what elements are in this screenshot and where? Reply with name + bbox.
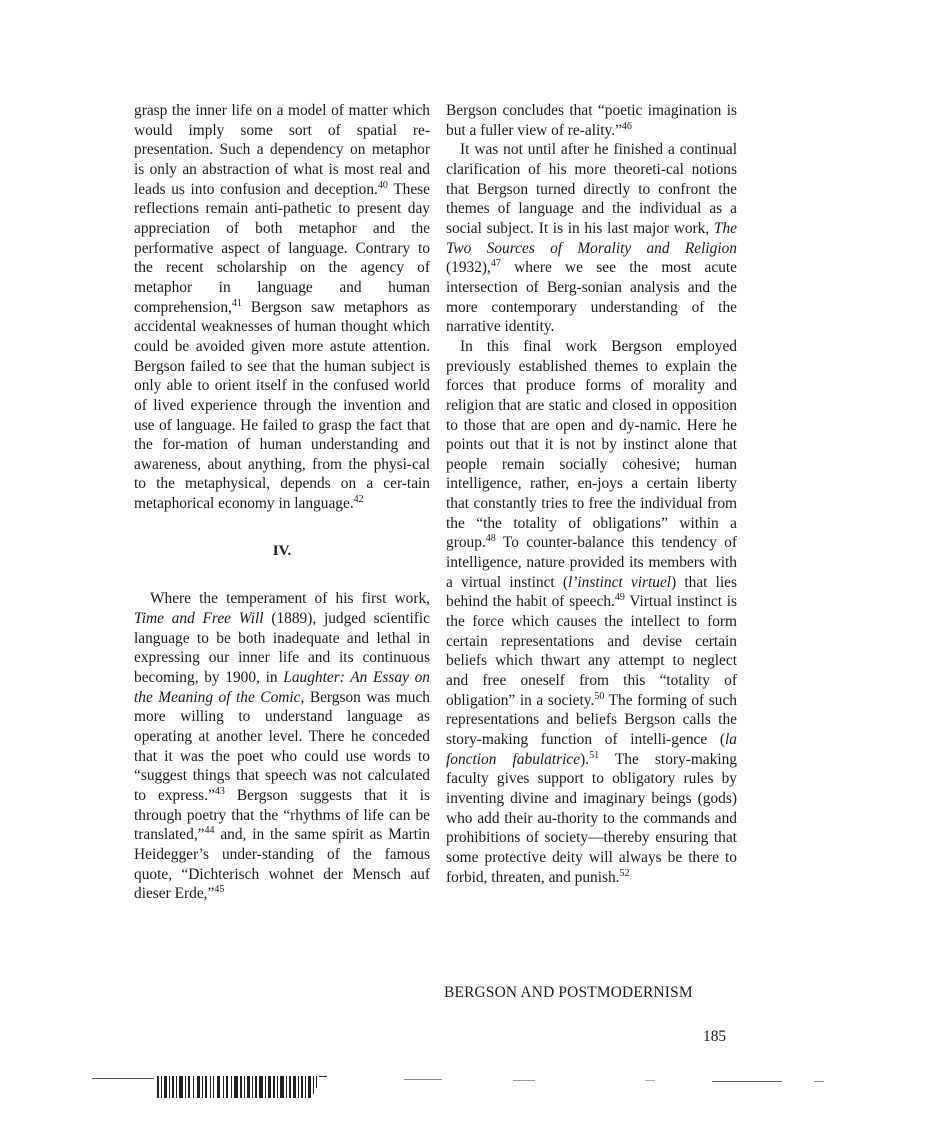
footnote-ref-45: 45	[214, 884, 225, 896]
footnote-ref-50: 50	[594, 690, 605, 702]
text-run: and, in the same spirit as Martin Heidegger’s under-standing of the famous quote, “Dichterisch wohnet der Mensch auf dieser Erde,”	[134, 826, 430, 903]
footnote-ref-47: 47	[490, 258, 501, 270]
text-run: ).	[580, 750, 590, 768]
footnote-ref-49: 49	[614, 592, 625, 604]
text-run: (1889), judged scientific language to be both inadequate and lethal in expressing our inner life and its continuous becoming, by 1900, in	[134, 610, 430, 687]
footnote-ref-51: 51	[589, 749, 600, 761]
term-instinct-virtuel: l’instinct virtuel	[567, 573, 672, 591]
footnote-ref-44: 44	[204, 825, 215, 837]
right-paragraph-2	[446, 140, 737, 337]
section-heading: IV.	[272, 542, 292, 559]
text-run: Bergson concludes that “poetic imagination is but a fuller view of re-ality.”	[446, 102, 737, 139]
footnote-ref-40: 40	[377, 179, 388, 191]
running-footer-title: BERGSON AND POSTMODERNISM	[444, 984, 693, 1001]
scan-artifact-line	[712, 1081, 782, 1082]
scan-artifact-line	[645, 1080, 655, 1081]
left-column	[134, 101, 430, 904]
left-paragraph-1	[134, 101, 430, 514]
book-title-laughter: Laughter: An Essay on the Meaning of the Comic	[134, 669, 430, 706]
footnote-ref-43: 43	[214, 785, 225, 797]
right-paragraph-3	[446, 337, 737, 887]
footnote-ref-46: 46	[621, 120, 632, 132]
text-run: The story-making faculty gives support to obligatory rules by inventing divine and imaginary beings (gods) who add their au-thority to the commands and prohibitions of society—thereby ensuring that some protective deity will always be there to forbid, threaten, and punish.	[446, 750, 738, 886]
left-paragraph-2	[134, 589, 430, 904]
text-run: where we see the most acute intersection of Berg-sonian analysis and the more contemporary understanding of the narrative identity.	[446, 259, 737, 336]
footnote-ref-42: 42	[353, 494, 364, 505]
footnote-ref-52: 52	[619, 867, 630, 879]
book-title-two-sources: The Two Sources of Morality and Religion	[446, 219, 737, 257]
footnote-ref-41: 41	[231, 297, 242, 309]
text-run: It was not until after he finished a continual clarification of his more theoreti-cal notions that Bergson turned directly to confront the themes of language and the individual as a social subject. It is in his last major work,	[446, 141, 737, 237]
book-title-time-and-free-will: Time and Free Will	[134, 610, 264, 628]
scan-artifact-line	[404, 1079, 442, 1080]
scan-artifact-line	[513, 1080, 535, 1081]
text-run: In this final work Bergson employed previously established themes to explain the forces that produce forms of morality and religion that are static and closed in opposition to those that are open and dy-namic. Here he points out that it is not by instinct alone that people remain socially cohesive; human intelligence, rather, en-joys a certain liberty that constantly tries to free the individual from the “the totality of obligations” within a group.	[446, 337, 737, 552]
text-run: Bergson suggests that it is through poetry that the “rhythms of life can be translated,”	[134, 787, 430, 844]
text-run: These reflections remain anti-pathetic to present day appreciation of both metaphor and the performative aspect of language. Contrary to the recent scholarship on the agency of metaphor in language and human comprehension,	[134, 180, 430, 316]
text-run: Where the temperament of his first work,	[150, 590, 430, 608]
barcode-icon	[157, 1076, 327, 1098]
text-run: To counter-balance this tendency of intelligence, nature provided its members with a virtual instinct (	[446, 534, 737, 591]
page-number: 185	[703, 1028, 727, 1045]
footnote-ref-48: 48	[485, 533, 496, 545]
text-run: , Bergson was much more willing to understand language as operating at another level. There he conceded that it was the poet who could use words to “suggest things that speech was not calculated to express.”	[134, 688, 430, 804]
right-paragraph-1	[446, 101, 737, 140]
term-fonction-fabulatrice: la fonction fabulatrice	[446, 731, 737, 768]
scan-artifact-line	[814, 1081, 824, 1082]
text-run: The forming of such representations and beliefs Bergson calls the story-making function of intelli-gence (	[446, 691, 738, 748]
text-run: Bergson saw metaphors as accidental weaknesses of human thought which could be avoided given more astute attention. Bergson failed to see that the human subject is only able to orient itself in the confused world of lived experience through the invention and use of language. He failed to grasp the fact that the for-mation of human understanding and awareness, about anything, from the physi-cal to the metaphysical, depends on a cer-tain metaphorical economy in language.	[134, 298, 430, 513]
text-run: ) that lies behind the habit of speech.	[446, 573, 737, 611]
right-column	[446, 101, 737, 887]
scan-artifact-line	[92, 1078, 154, 1079]
text-run: (1932),	[446, 259, 491, 277]
text-run: grasp the inner life on a model of matter which would imply some sort of spatial re-presentation. Such a dependency on metaphor is only an abstraction of what is most real and leads us into confusion and deception.	[134, 102, 430, 198]
text-run: Virtual instinct is the force which causes the intellect to form certain representations and devise certain beliefs which thwart any attempt to neglect and free oneself from this “totality of obligation” in a society.	[446, 593, 737, 709]
